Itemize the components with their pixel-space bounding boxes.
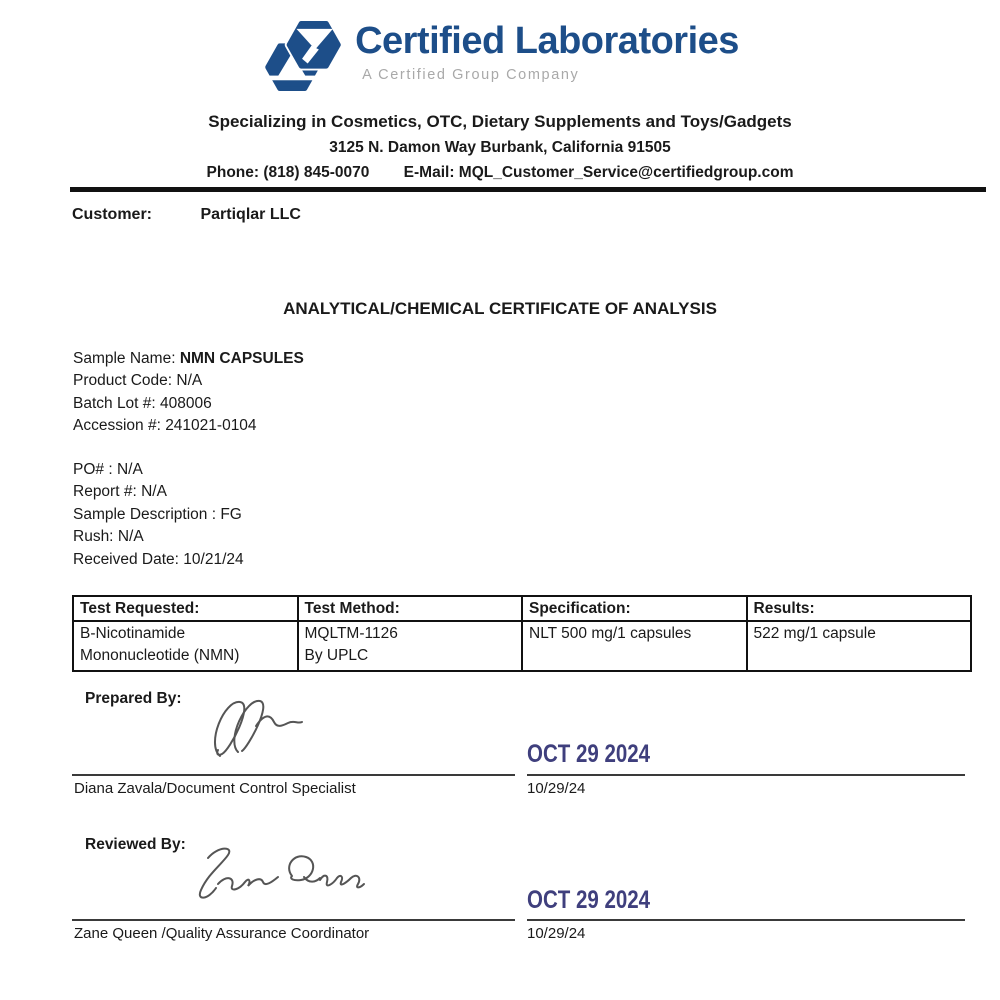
- phone-value: (818) 845-0070: [263, 164, 370, 181]
- reviewed-by-label: Reviewed By:: [85, 836, 186, 853]
- po-label: PO# :: [73, 461, 117, 478]
- sample-info-block: [73, 348, 304, 438]
- received-date-line: [73, 549, 244, 571]
- prepared-date-line: [527, 774, 965, 776]
- prepared-by-label: Prepared By:: [85, 690, 182, 707]
- reviewed-date-stamp: OCT 29 2024: [527, 886, 651, 914]
- customer-label: Customer:: [72, 206, 153, 223]
- po-value: N/A: [116, 461, 143, 478]
- prepared-signature-icon: [198, 692, 318, 764]
- report-value: N/A: [141, 483, 167, 501]
- company-name: Certified Laboratories: [355, 20, 739, 62]
- rush-line: [73, 526, 244, 548]
- cell-specification: NLT 500 mg/1 capsules: [522, 621, 747, 671]
- header-divider-rule: [70, 187, 986, 192]
- reviewed-signature-icon: [188, 838, 373, 913]
- col-header-specification: Specification:: [522, 596, 747, 621]
- accession-label: Accession #:: [73, 417, 166, 435]
- report-line: [73, 481, 244, 503]
- address-line: 3125 N. Damon Way Burbank, California 91505: [329, 139, 671, 156]
- header-brand-row: [0, 12, 1000, 100]
- cell-test-requested: [73, 621, 298, 671]
- sample-name-label: Sample Name:: [73, 350, 180, 367]
- sample-name-line: [73, 348, 304, 370]
- sample-description-value: FG: [220, 505, 242, 523]
- cell-test-method: [298, 621, 523, 671]
- prepared-date: 10/29/24: [527, 780, 586, 797]
- sample-description-line: [73, 504, 244, 526]
- phone-label: Phone:: [206, 164, 260, 181]
- prepared-name-title: Diana Zavala/Document Control Specialist: [74, 780, 356, 797]
- customer-value: Partiqlar LLC: [200, 206, 301, 223]
- rush-label: Rush:: [73, 528, 118, 546]
- email-label: E-Mail:: [403, 164, 455, 181]
- rush-value: N/A: [117, 528, 144, 546]
- reviewed-name-title: Zane Queen /Quality Assurance Coordinator: [74, 925, 370, 942]
- customer-row: [72, 206, 301, 224]
- reviewed-date-line: [527, 919, 965, 921]
- accession-value: 241021-0104: [165, 417, 257, 435]
- test-method-line2: By UPLC: [304, 647, 369, 664]
- document-title: ANALYTICAL/CHEMICAL CERTIFICATE OF ANALYSIS: [283, 299, 717, 318]
- specialization-line: Specializing in Cosmetics, OTC, Dietary Supplements and Toys/Gadgets: [208, 112, 792, 131]
- table-row: [73, 621, 971, 671]
- received-date-value: 10/21/24: [183, 550, 244, 568]
- prepared-signature-line: [72, 774, 515, 776]
- results-table: [72, 595, 972, 672]
- col-header-results: Results:: [747, 596, 972, 621]
- test-method-line1: MQLTM-1126: [304, 625, 398, 642]
- order-info-block: [73, 459, 244, 571]
- product-code-value: N/A: [176, 372, 203, 390]
- company-tagline: A Certified Group Company: [362, 66, 580, 83]
- batch-lot-line: [73, 393, 304, 415]
- email-value: MQL_Customer_Service@certifiedgroup.com: [458, 164, 794, 181]
- received-date-label: Received Date:: [73, 550, 184, 568]
- col-header-test-method: Test Method:: [298, 596, 523, 621]
- product-code-label: Product Code:: [73, 372, 177, 390]
- sample-name-value: NMN CAPSULES: [179, 350, 304, 367]
- contact-line: [0, 164, 1000, 182]
- test-requested-line2: Mononucleotide (NMN): [80, 647, 240, 664]
- accession-line: [73, 415, 304, 437]
- reviewed-signature-line: [72, 919, 515, 921]
- po-line: [73, 459, 244, 481]
- product-code-line: [73, 370, 304, 392]
- results-table-header-row: [73, 596, 971, 621]
- cell-results: 522 mg/1 capsule: [747, 621, 972, 671]
- reviewed-date: 10/29/24: [527, 925, 586, 942]
- report-label: Report #:: [73, 483, 142, 501]
- test-requested-line1: B-Nicotinamide: [80, 625, 186, 642]
- batch-lot-label: Batch Lot #:: [73, 394, 161, 412]
- batch-lot-value: 408006: [160, 394, 212, 412]
- col-header-test-requested: Test Requested:: [73, 596, 298, 621]
- prepared-date-stamp: OCT 29 2024: [527, 740, 651, 768]
- sample-description-label: Sample Description :: [73, 505, 221, 523]
- certified-group-hex-logo-icon: [261, 12, 345, 100]
- brand-text-block: [355, 12, 739, 83]
